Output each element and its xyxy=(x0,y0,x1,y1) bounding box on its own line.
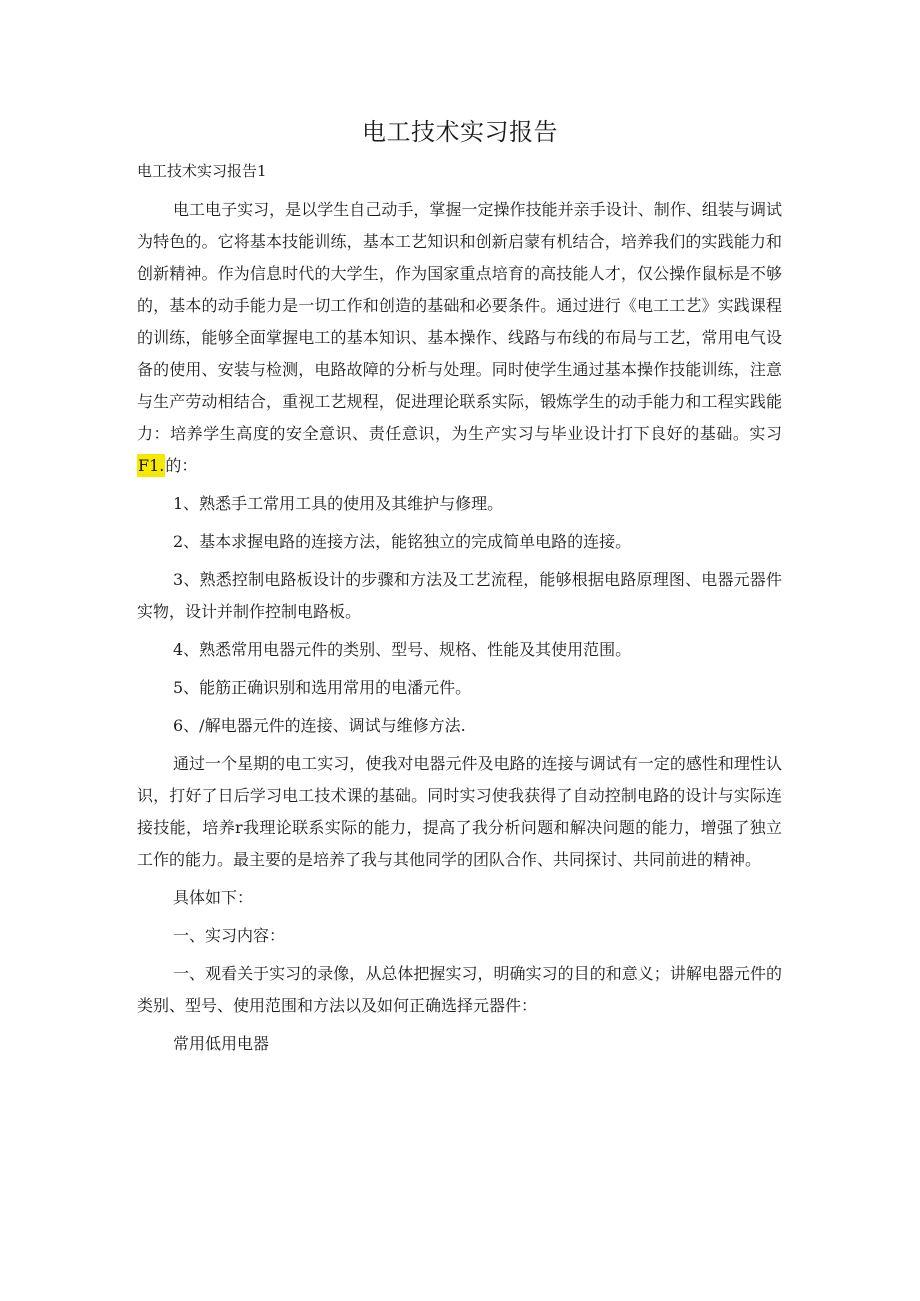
list-item: 5、能筋正确识别和选用常用的电潘元件。 xyxy=(173,678,472,697)
intro-text-end: 的： xyxy=(165,456,198,475)
document-title: 电工技术实习报告 xyxy=(362,118,558,146)
details-label: 具体如下： xyxy=(173,888,254,907)
content-paragraph: 一、观看关于实习的录像，从总体把握实习，明确实习的目的和意义；讲解电器元件的类别、型号、使用范围和方法以及如何正确选择元器件： xyxy=(137,964,782,1015)
intro-text: 电工电子实习，是以学生自己动手，掌握一定操作技能并亲手设计、制作、组装与调试为特色的。它将基本技能训练，基本工艺知识和创新启蒙有机结合，培养我们的实践能力和创新精神。作为信息时代的大学生，作为国家重点培育的高技能人才，仅公操作鼠标是不够的，基本的动手能力是一切工作和创造的基础和必要条件。通过进行《电工工艺》实践课程的训练，能够全面掌握电工的基本知识、基本操作、线路与布线的布局与工艺，常用电气设备的使用、安装与检测，电路故障的分析与处理。同时使学生通过基本操作技能训练，注意与生产劳动相结合，重视工艺规程，促进理论联系实际，锻炼学生的动手能力和工程实践能力：培养学生高度的安全意识、责任意识，为生产实习与毕业设计打下良好的基础。实习 xyxy=(137,200,782,443)
list-item: 4、熟悉常用电器元件的类别、型号、规格、性能及其使用范围。 xyxy=(173,640,632,659)
summary-paragraph: 通过一个星期的电工实习，使我对电器元件及电路的连接与调试有一定的感性和理性认识，打好了日后学习电工技术课的基础。同时实习使我获得了自动控制电路的设计与实际连接技能，培养r我理论联系实际的能力，提高了我分析问题和解决问题的能力，增强了独立工作的能力。最主要的是培养了我与其他同学的团队合作、共同探讨、共同前进的精神。 xyxy=(137,754,782,869)
document-body xyxy=(137,194,782,1066)
list-item: 3、熟悉控制电路板设计的步骤和方法及工艺流程，能够根据电路原理图、电器元器件实物，设计并制作控制电路板。 xyxy=(137,570,782,621)
list-item: 1、熟悉手工常用工具的使用及其维护与修理。 xyxy=(173,494,504,513)
intro-paragraph xyxy=(137,194,782,482)
highlighted-text: F1. xyxy=(138,456,165,475)
document-subtitle: 电工技术实习报告1 xyxy=(137,162,267,180)
last-line: 常用低用电器 xyxy=(173,1034,270,1053)
list-item: 6、/解电器元件的连接、调试与维修方法. xyxy=(173,716,466,735)
list-item: 2、基本求握电路的连接方法，能铭独立的完成简单电路的连接。 xyxy=(173,532,632,551)
section-heading: 一、实习内容： xyxy=(173,926,286,945)
